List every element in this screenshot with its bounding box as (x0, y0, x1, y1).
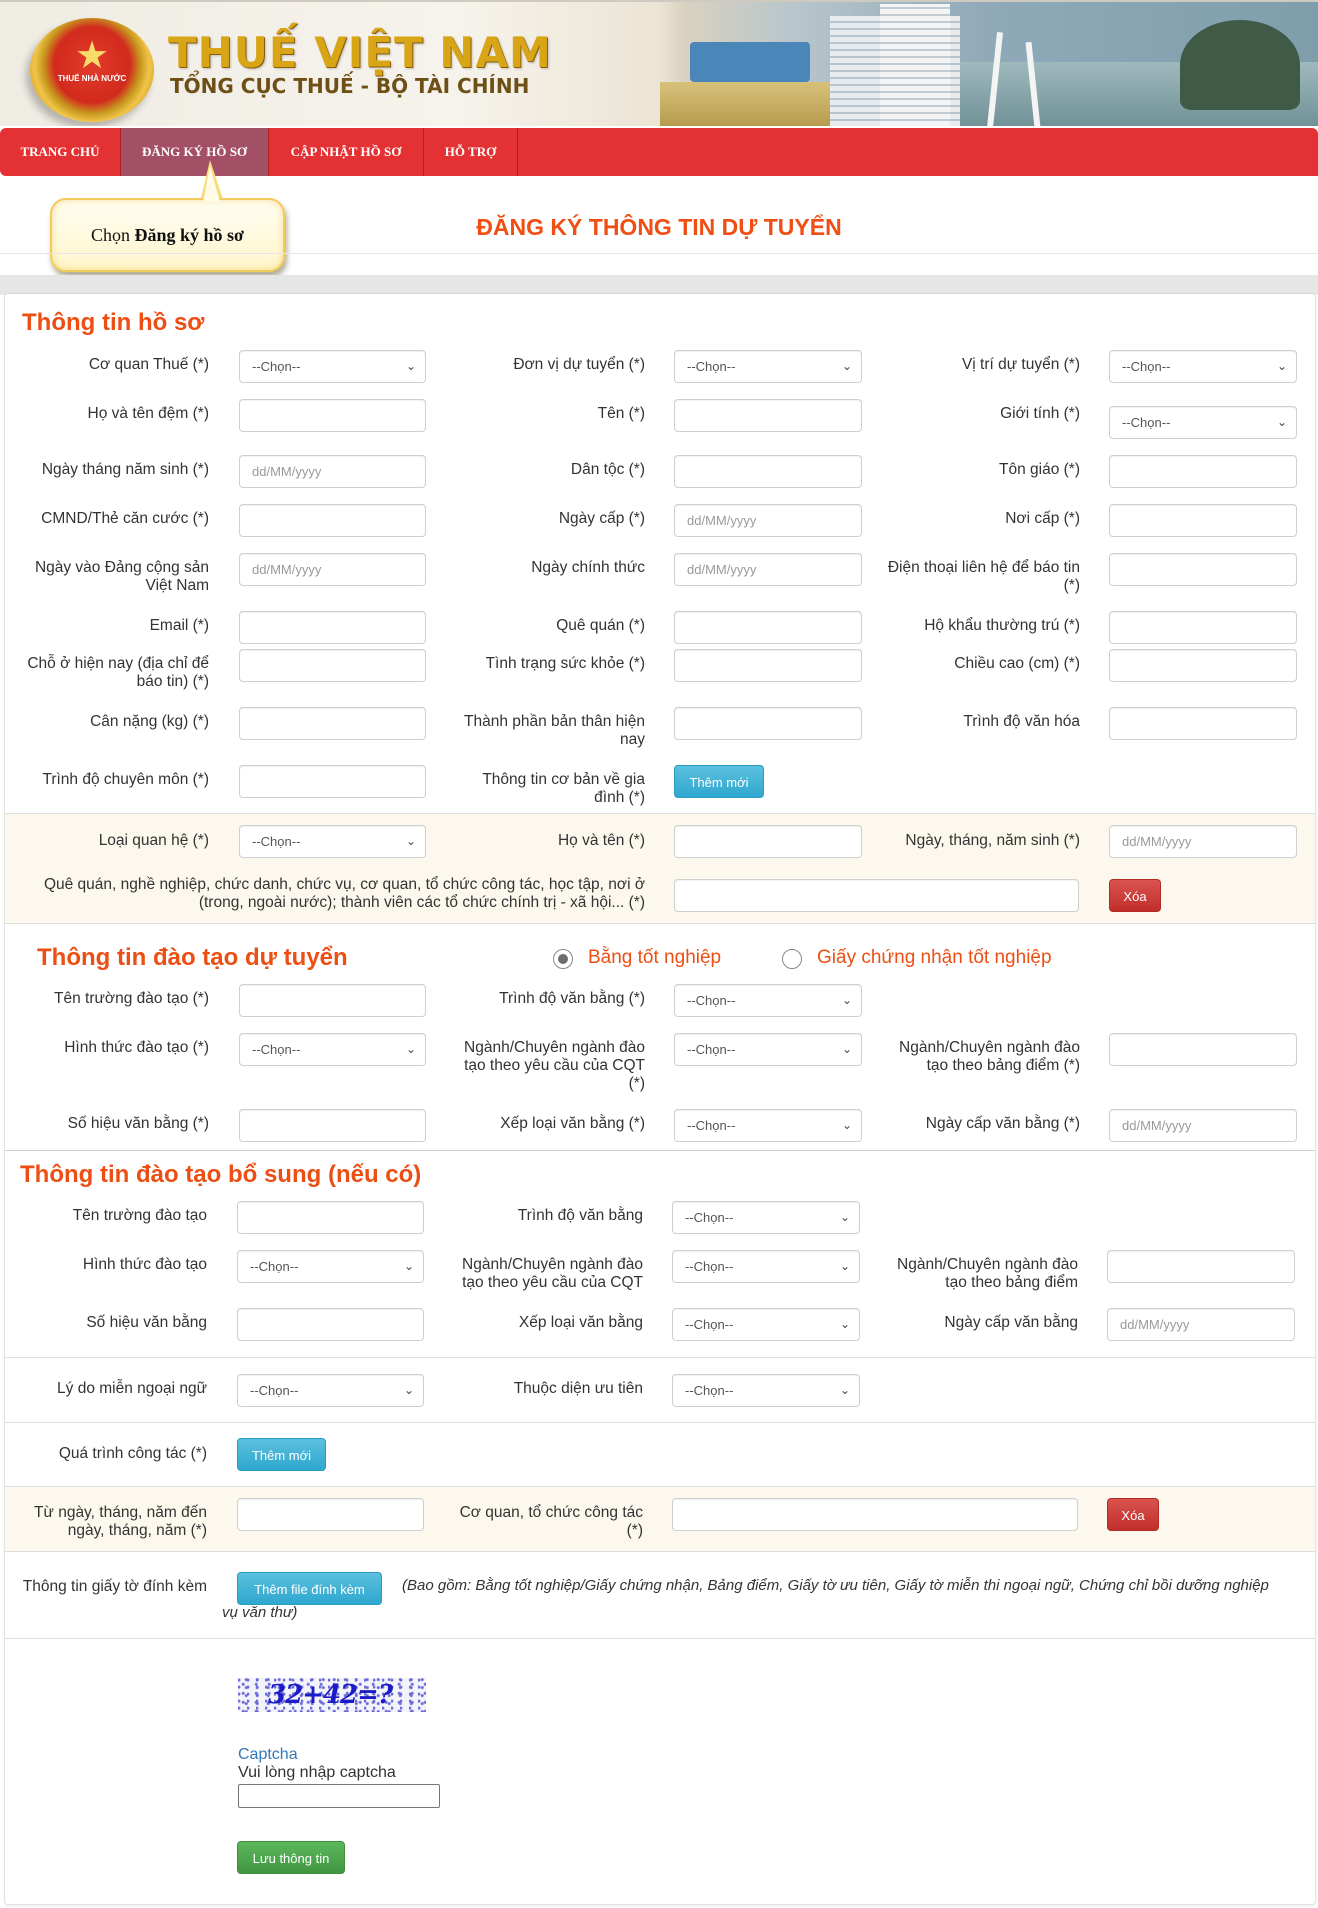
divider (5, 923, 1315, 924)
divider (5, 1638, 1315, 1639)
label-ngay-cap-van-bang: Ngày cấp văn bằng (*) (925, 1115, 1080, 1132)
page-title: ĐĂNG KÝ THÔNG TIN DỰ TUYỂN (476, 214, 842, 240)
chevron-down-icon: ⌄ (1276, 415, 1287, 429)
section-title-training: Thông tin đào tạo dự tuyển (37, 944, 348, 971)
cmnd-input[interactable] (239, 504, 426, 537)
noi-cap-input[interactable] (1109, 504, 1297, 537)
main-nav (0, 128, 1318, 176)
label-dan-toc: Dân tộc (*) (570, 461, 645, 478)
star-icon: ★ (74, 35, 110, 77)
captcha-help-text: Vui lòng nhập captcha (238, 1764, 396, 1781)
brand-title: THUẾ VIỆT NAM (168, 28, 552, 77)
section-title-extra-training: Thông tin đào tạo bổ sung (nếu có) (20, 1161, 422, 1188)
label-don-vi-du-tuyen: Đơn vị dự tuyển (*) (513, 356, 645, 373)
label-can-nang: Cân nặng (kg) (*) (90, 713, 209, 730)
select-value: --Chọn-- (250, 1259, 299, 1274)
divider (5, 1551, 1315, 1552)
select-value: --Chọn-- (685, 1383, 734, 1398)
label-so-hieu: Số hiệu văn bằng (*) (67, 1115, 209, 1132)
select-value: --Chọn-- (252, 1042, 301, 1057)
family-ho-ten-input[interactable] (674, 825, 862, 858)
chuyen-mon-input[interactable] (239, 765, 426, 798)
label-ngay-sinh: Ngày tháng năm sinh (*) (41, 461, 209, 478)
ngay-vao-dang-input[interactable]: dd/MM/yyyy (239, 553, 426, 586)
ho-khau-input[interactable] (1109, 611, 1297, 644)
ngay-chinh-thuc-input[interactable]: dd/MM/yyyy (674, 553, 862, 586)
save-button[interactable]: Lưu thông tin (237, 1841, 345, 1874)
label-cho-o: Chỗ ở hiện nay (địa chỉ để báo tin) (*) (27, 655, 209, 690)
label-ly-do-mien: Lý do miễn ngoại ngữ (57, 1380, 207, 1397)
label-qua-trinh: Quá trình công tác (*) (58, 1445, 207, 1462)
divider (5, 1357, 1315, 1358)
chevron-down-icon: ⌄ (841, 1118, 852, 1132)
select-value: --Chọn-- (1122, 359, 1171, 374)
ho-ten-dem-input[interactable] (239, 399, 426, 432)
label-ngay-cap: Ngày cấp (*) (558, 510, 645, 527)
nganh-bang-diem-input[interactable] (1109, 1033, 1297, 1066)
add-family-member-button[interactable]: Thêm mới (674, 765, 764, 798)
brand-subtitle: TỔNG CỤC THUẾ - BỘ TÀI CHÍNH (170, 74, 530, 98)
loai-quan-he-select[interactable] (239, 825, 426, 858)
ly-do-mien-select[interactable] (237, 1374, 424, 1407)
xep-loai-select[interactable] (674, 1109, 862, 1142)
label-family-chi-tiet: Quê quán, nghề nghiệp, chức danh, chức vụ, cơ quan, tổ chức công tác, học tập, nơi ở (trong, ngoài nước); thành viên các tổ chức chính trị - xã hội... (*) (43, 876, 645, 911)
extra-nganh-bang-diem-input[interactable] (1107, 1250, 1295, 1283)
label-xep-loai: Xếp loại văn bằng (*) (500, 1115, 645, 1132)
panel-header-band (0, 275, 1318, 295)
dien-thoai-input[interactable] (1109, 553, 1297, 586)
chevron-down-icon: ⌄ (841, 359, 852, 373)
delete-family-member-button[interactable]: Xóa (1109, 879, 1161, 912)
select-value: --Chọn-- (687, 359, 736, 374)
don-vi-du-tuyen-select[interactable] (674, 350, 862, 383)
extra-xep-loai-select[interactable] (672, 1308, 860, 1341)
label-que-quan: Quê quán (*) (556, 617, 645, 634)
label-hinh-thuc: Hình thức đào tạo (*) (64, 1039, 209, 1056)
select-value: --Chọn-- (252, 359, 301, 374)
chevron-down-icon: ⌄ (839, 1259, 850, 1273)
chevron-down-icon: ⌄ (839, 1210, 850, 1224)
label-vi-tri-du-tuyen: Vị trí dự tuyển (*) (961, 356, 1080, 373)
select-value: --Chọn-- (685, 1259, 734, 1274)
captcha-image: 32+42=? (238, 1678, 426, 1712)
label-gia-dinh: Thông tin cơ bản về gia đình (*) (482, 771, 645, 806)
label-gioi-tinh: Giới tính (*) (1000, 405, 1080, 422)
banner-island-image (1180, 20, 1300, 110)
label-ton-giao: Tôn giáo (*) (999, 461, 1080, 478)
radio-label-bang-tot-nghiep[interactable]: Bằng tốt nghiệp (588, 947, 722, 968)
ngay-cap-input[interactable]: dd/MM/yyyy (674, 504, 862, 537)
cho-o-input[interactable] (239, 649, 426, 682)
tu-ngay-input[interactable] (237, 1498, 424, 1531)
emblem-text: THUẾ NHÀ NƯỚC (57, 74, 127, 83)
chevron-down-icon: ⌄ (403, 1259, 414, 1273)
chevron-down-icon: ⌄ (841, 1042, 852, 1056)
nganh-cqt-select[interactable] (674, 1033, 862, 1066)
label-chuyen-mon: Trình độ chuyên môn (*) (42, 771, 209, 788)
label-family-ngay-sinh: Ngày, tháng, năm sinh (*) (905, 832, 1080, 849)
extra-ten-truong-input[interactable] (237, 1201, 424, 1234)
header-banner (0, 0, 1318, 126)
label-extra-nganh-bang-diem: Ngành/Chuyên ngành đào tạo theo bảng điểm (897, 1256, 1078, 1291)
chevron-down-icon: ⌄ (405, 834, 416, 848)
select-value: --Chọn-- (1122, 415, 1171, 430)
label-cmnd: CMND/Thẻ căn cước (*) (41, 510, 209, 527)
label-noi-cap: Nơi cấp (*) (1005, 510, 1080, 527)
label-suc-khoe: Tình trạng sức khỏe (*) (485, 655, 645, 672)
trinh-do-van-bang-select[interactable] (674, 984, 862, 1017)
chevron-down-icon: ⌄ (839, 1317, 850, 1331)
add-work-history-button[interactable]: Thêm mới (237, 1438, 326, 1471)
que-quan-input[interactable] (674, 611, 862, 644)
emblem-logo (30, 18, 154, 122)
radio-giay-chung-nhan[interactable] (782, 949, 802, 969)
hinh-thuc-select[interactable] (239, 1033, 426, 1066)
email-input[interactable] (239, 611, 426, 644)
delete-work-history-button[interactable]: Xóa (1107, 1498, 1159, 1531)
so-hieu-input[interactable] (239, 1109, 426, 1142)
select-value: --Chọn-- (687, 1042, 736, 1057)
select-value: --Chọn-- (252, 834, 301, 849)
chevron-down-icon: ⌄ (841, 993, 852, 1007)
extra-so-hieu-input[interactable] (237, 1308, 424, 1341)
label-trinh-do-van-bang: Trình độ văn bằng (*) (499, 990, 645, 1007)
label-ho-ten-dem: Họ và tên đệm (*) (87, 405, 209, 422)
label-extra-ngay-cap: Ngày cấp văn bằng (944, 1314, 1078, 1331)
label-family-ho-ten: Họ và tên (*) (557, 832, 645, 849)
label-dien-thoai: Điện thoại liên hệ để báo tin (*) (887, 559, 1080, 594)
select-value: --Chọn-- (685, 1210, 734, 1225)
radio-label-giay-chung-nhan[interactable]: Giấy chứng nhận tốt nghiệp (817, 947, 1052, 968)
label-co-quan-thue: Cơ quan Thuế (*) (88, 356, 209, 373)
divider (5, 1150, 1315, 1151)
chieu-cao-input[interactable] (1109, 649, 1297, 682)
extra-ngay-cap-input[interactable]: dd/MM/yyyy (1107, 1308, 1295, 1341)
label-co-quan-cong-tac: Cơ quan, tổ chức công tác (*) (459, 1504, 643, 1539)
label-ngay-vao-dang: Ngày vào Đảng cộng sản Việt Nam (34, 559, 209, 594)
label-loai-quan-he: Loại quan hệ (*) (98, 832, 209, 849)
label-extra-hinh-thuc: Hình thức đào tạo (82, 1256, 207, 1273)
label-ten-truong: Tên trường đào tạo (*) (54, 990, 209, 1007)
nav-item-support[interactable]: HỖ TRỢ (424, 128, 518, 176)
label-extra-so-hieu: Số hiệu văn bằng (86, 1314, 207, 1331)
attachment-note: (Bao gồm: Bằng tốt nghiệp/Giấy chứng nhận, Bảng điểm, Giấy tờ ưu tiên, Giấy tờ miễn thi ngoại ngữ, Chứng chỉ bồi dưỡng nghiệp vụ văn thư) (222, 1577, 1269, 1621)
dan-toc-input[interactable] (674, 455, 862, 488)
divider (0, 253, 1318, 254)
label-extra-nganh-cqt: Ngành/Chuyên ngành đào tạo theo yêu cầu của CQT (462, 1256, 643, 1291)
captcha-link[interactable]: Captcha (238, 1746, 298, 1763)
extra-trinh-do-select[interactable] (672, 1201, 860, 1234)
label-extra-trinh-do: Trình độ văn bằng (517, 1207, 643, 1224)
nav-item-register[interactable]: ĐĂNG KÝ HỒ SƠ (121, 128, 269, 176)
banner-harvester-image (690, 42, 810, 82)
label-nganh-bang-diem: Ngành/Chuyên ngành đào tạo theo bảng điểm (*) (899, 1039, 1080, 1074)
select-value: --Chọn-- (687, 1118, 736, 1133)
chevron-down-icon: ⌄ (405, 1042, 416, 1056)
thanh-phan-input[interactable] (674, 707, 862, 740)
chevron-down-icon: ⌄ (839, 1383, 850, 1397)
label-ten: Tên (*) (597, 405, 645, 422)
label-attachments: Thông tin giấy tờ đính kèm (22, 1578, 207, 1595)
gioi-tinh-select[interactable] (1109, 406, 1297, 439)
chevron-down-icon: ⌄ (1276, 359, 1287, 373)
label-ngay-chinh-thuc: Ngày chính thức (531, 559, 645, 576)
label-uu-tien: Thuộc diện ưu tiên (513, 1380, 643, 1397)
label-thanh-phan: Thành phần bản thân hiện nay (464, 713, 645, 748)
select-value: --Chọn-- (250, 1383, 299, 1398)
label-chieu-cao: Chiều cao (cm) (*) (954, 655, 1080, 672)
nav-item-update[interactable]: CẬP NHẬT HỒ SƠ (269, 128, 424, 176)
family-chi-tiet-input[interactable] (674, 879, 1079, 912)
co-quan-cong-tac-input[interactable] (672, 1498, 1078, 1531)
banner-building-image-2 (880, 4, 950, 126)
can-nang-input[interactable] (239, 707, 426, 740)
callout-prefix: Chọn (90, 224, 135, 245)
label-ho-khau: Hộ khẩu thường trú (*) (924, 617, 1080, 634)
ngay-cap-van-bang-input[interactable]: dd/MM/yyyy (1109, 1109, 1297, 1142)
chevron-down-icon: ⌄ (405, 359, 416, 373)
label-tu-ngay: Từ ngày, tháng, năm đến ngày, tháng, năm (*) (34, 1504, 207, 1539)
callout-pointer-inner (203, 166, 220, 202)
section-title-profile: Thông tin hồ sơ (22, 309, 205, 336)
select-value: --Chọn-- (687, 993, 736, 1008)
add-attachment-button[interactable]: Thêm file đính kèm (237, 1572, 382, 1605)
ngay-sinh-input[interactable]: dd/MM/yyyy (239, 455, 426, 488)
select-value: --Chọn-- (685, 1317, 734, 1332)
captcha-input[interactable] (238, 1784, 440, 1808)
co-quan-thue-select[interactable] (239, 350, 426, 383)
ten-input[interactable] (674, 399, 862, 432)
label-extra-xep-loai: Xếp loại văn bằng (518, 1314, 643, 1331)
label-email: Email (*) (149, 617, 209, 634)
nav-item-home[interactable]: TRANG CHỦ (0, 128, 121, 176)
radio-bang-tot-nghiep[interactable] (553, 949, 573, 969)
ten-truong-input[interactable] (239, 984, 426, 1017)
chevron-down-icon: ⌄ (403, 1383, 414, 1397)
suc-khoe-input[interactable] (674, 649, 862, 682)
label-van-hoa: Trình độ văn hóa (963, 713, 1080, 730)
extra-hinh-thuc-select[interactable] (237, 1250, 424, 1283)
ton-giao-input[interactable] (1109, 455, 1297, 488)
vi-tri-du-tuyen-select[interactable] (1109, 350, 1297, 383)
family-ngay-sinh-input[interactable]: dd/MM/yyyy (1109, 825, 1297, 858)
uu-tien-select[interactable] (672, 1374, 860, 1407)
divider (5, 1422, 1315, 1423)
label-extra-ten-truong: Tên trường đào tạo (72, 1207, 207, 1224)
extra-nganh-cqt-select[interactable] (672, 1250, 860, 1283)
van-hoa-input[interactable] (1109, 707, 1297, 740)
label-nganh-cqt: Ngành/Chuyên ngành đào tạo theo yêu cầu của CQT (*) (464, 1039, 645, 1092)
callout-bold-text: Đăng ký hồ sơ (134, 224, 245, 245)
